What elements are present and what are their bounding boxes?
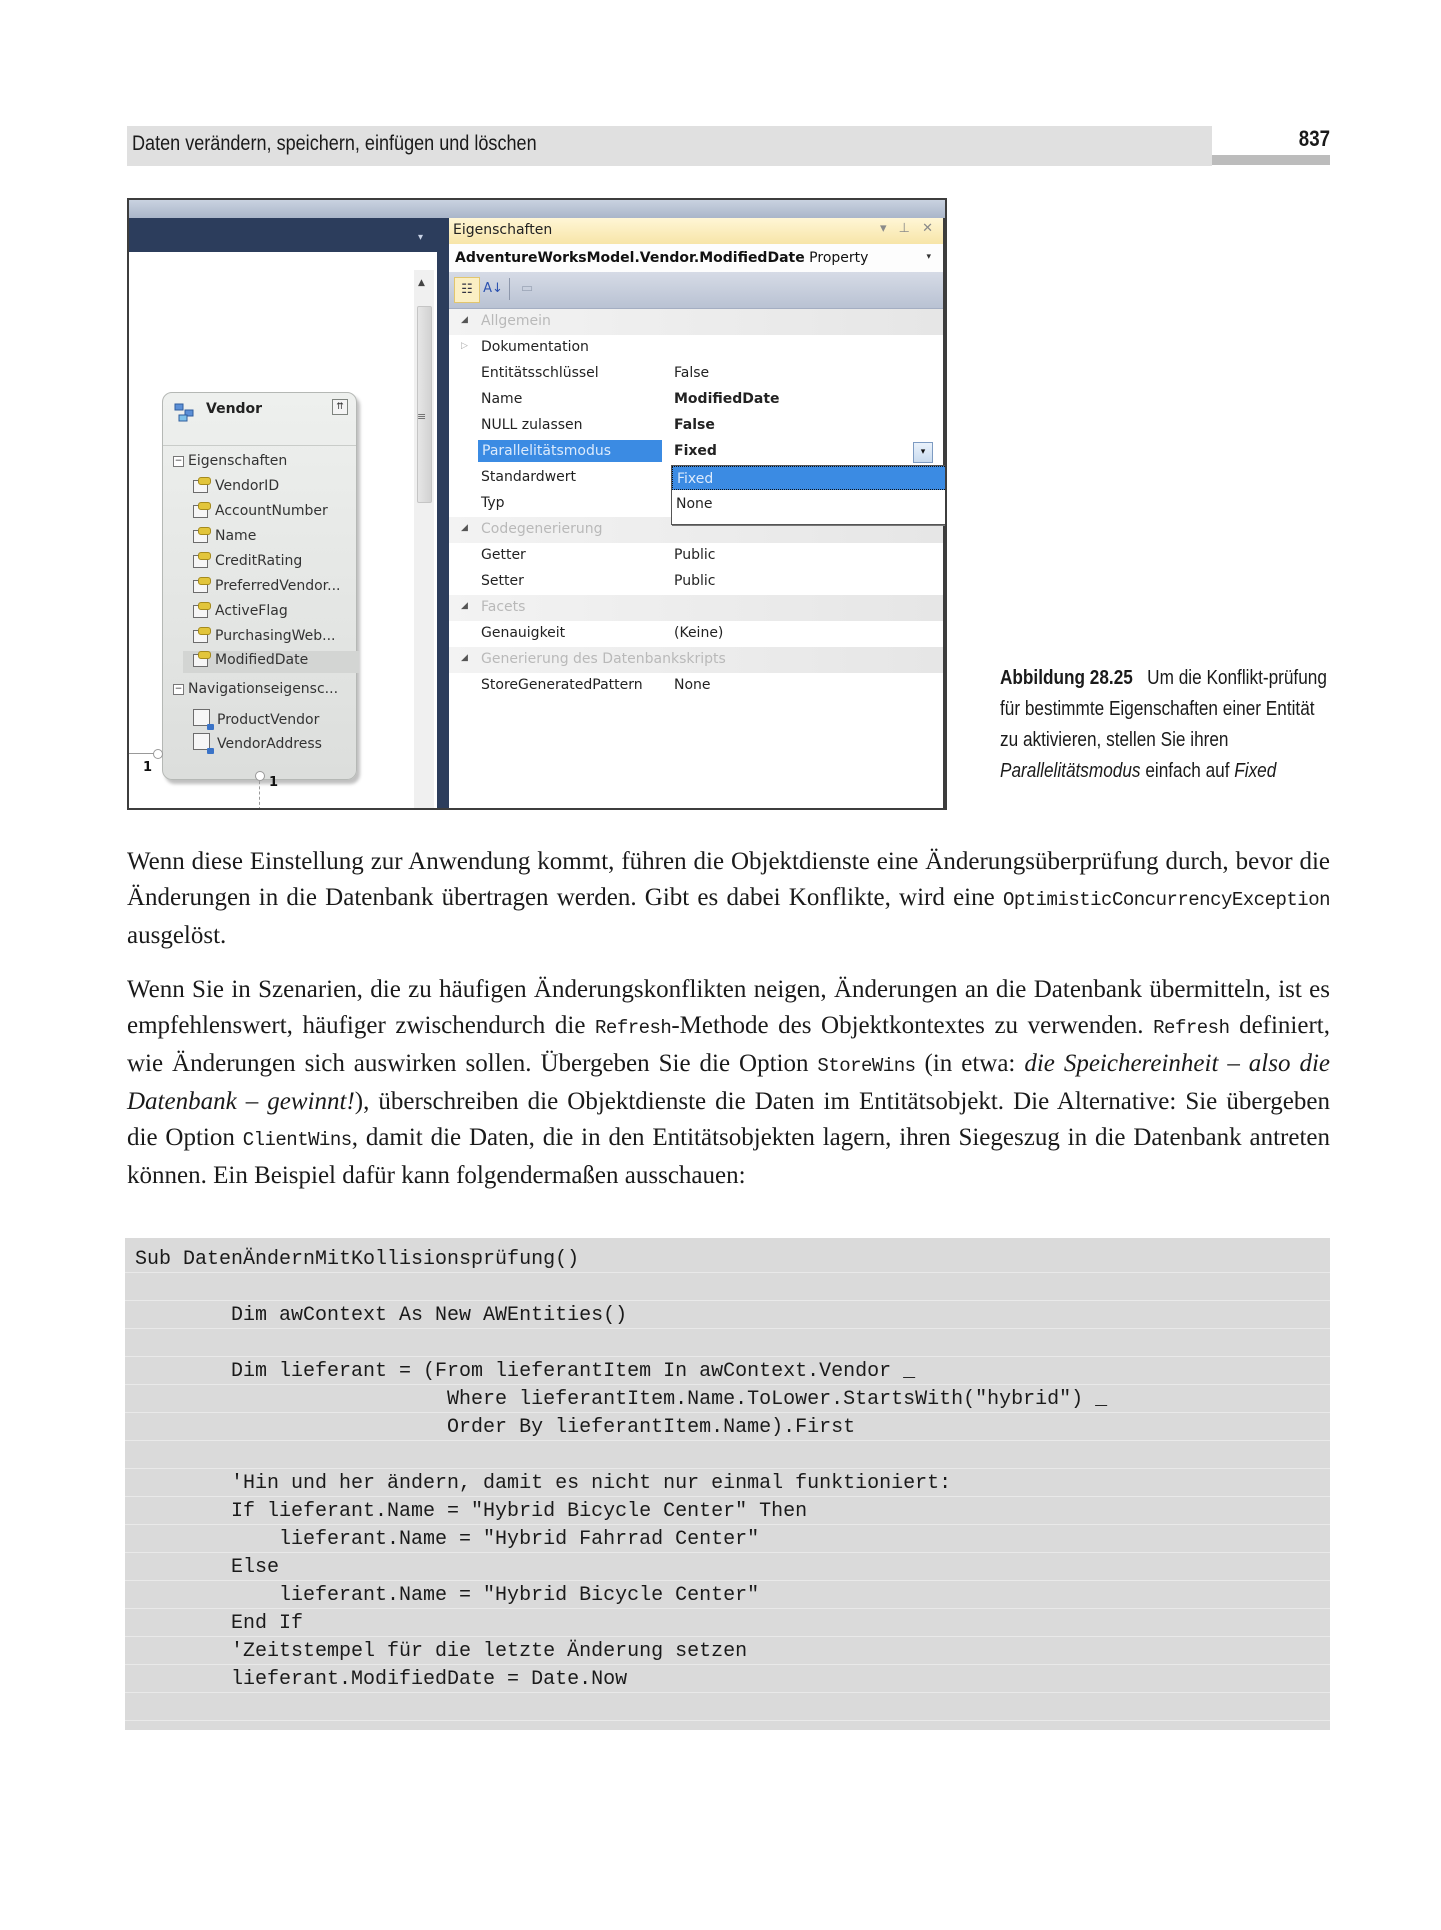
properties-title-bar (449, 218, 943, 245)
property-icon (193, 527, 210, 542)
code-line: Dim lieferant = (From lieferantItem In awContext.Vendor _ (125, 1358, 1330, 1385)
alphabetical-sort-button[interactable]: A↓ (483, 281, 503, 296)
category-row-codegenerierung[interactable]: ◢ Codegenerierung (449, 517, 943, 543)
dropdown-option-none[interactable]: None (676, 496, 713, 512)
figure-caption: Abbildung 28.25 Um die Konflikt-prüfung für bestimmte Eigenschaften einer Entität zu aktivieren, stellen Sie ihren Parallelitätsmodus einfach auf Fixed (1000, 667, 1327, 782)
code-line: Where lieferantItem.Name.ToLower.StartsWith("hybrid") _ (125, 1386, 1330, 1413)
inline-code: Refresh (595, 1017, 672, 1039)
property-row[interactable]: StoreGeneratedPattern None (481, 677, 711, 693)
code-line (125, 1330, 1330, 1357)
collapse-toggle-icon[interactable]: − (174, 456, 183, 466)
entity-property-item[interactable]: AccountNumber (193, 502, 328, 524)
entity-property-item[interactable]: PurchasingWeb... (193, 627, 335, 649)
section-navigation-properties[interactable] (173, 681, 338, 697)
cardinality-label: 1 (269, 775, 279, 790)
key-property-icon (193, 477, 210, 492)
property-row[interactable]: Entitätsschlüssel False (481, 365, 710, 381)
expand-icon[interactable]: ◢ (461, 523, 468, 533)
dropdown-arrow-icon[interactable]: ▾ (913, 442, 933, 463)
body-paragraph: Wenn Sie in Szenarien, die zu häufigen Änderungskonflikten neigen, Änderungen an die Datenbank übermitteln, ist es empfehlenswert, häufiger zwischendurch die Refresh-Methode des Objektkontextes zu verwenden. Refresh definiert, wie Änderungen sich auswirken sollen. Übergeben Sie die Option StoreWins (in etwa: die Speichereinheit – also die Datenbank – gewinnt!), überschreiben die Objektdienste die Daten im Entitätsobjekt. Die Alternative: Sie übergeben die Option ClientWins, damit die Daten, die in den Entitätsobjekten lagern, ihren Siegeszug in die Datenbank antreten können. Ein Beispiel dafür kann folgendermaßen ausschauen: (127, 976, 1330, 1189)
property-row-selected[interactable]: Parallelitätsmodus Fixed ▾ (449, 439, 943, 465)
navigation-property-icon (193, 733, 210, 750)
scroll-grip-icon: ≡ (417, 410, 427, 423)
property-row[interactable]: ▷ Dokumentation (461, 339, 589, 355)
properties-window (449, 218, 945, 808)
running-header (127, 126, 1212, 166)
property-row[interactable]: Name ModifiedDate (481, 391, 780, 407)
entity-icon (173, 401, 195, 423)
association-line (259, 776, 260, 810)
entity-vendor[interactable] (162, 392, 357, 780)
chapter-title: Daten verändern, speichern, einfügen und löschen (132, 132, 537, 155)
caption-label: Abbildung 28.25 (1000, 667, 1133, 689)
navigation-property-item[interactable]: VendorAddress (193, 733, 322, 755)
code-line: lieferant.ModifiedDate = Date.Now (125, 1666, 1330, 1693)
code-line: If lieferant.Name = "Hybrid Bicycle Center" Then (125, 1498, 1330, 1525)
property-row[interactable]: Standardwert (481, 469, 576, 485)
code-line (125, 1694, 1330, 1721)
entity-property-item-selected[interactable]: ModifiedDate (183, 651, 359, 673)
property-row[interactable]: NULL zulassen False (481, 417, 715, 433)
categorized-button[interactable]: ☷ (454, 277, 480, 303)
object-selector[interactable] (449, 244, 943, 273)
code-listing (125, 1238, 1330, 1730)
expand-icon[interactable]: ◢ (461, 653, 468, 663)
expand-icon[interactable]: ◢ (461, 601, 468, 611)
code-line: lieferant.Name = "Hybrid Bicycle Center" (125, 1582, 1330, 1609)
category-row-facets[interactable]: ◢ Facets (449, 595, 943, 621)
code-line: lieferant.Name = "Hybrid Fahrrad Center" (125, 1526, 1330, 1553)
category-row-database-script[interactable]: ◢ Generierung des Datenbankskripts (449, 647, 943, 673)
section-label: Navigationseigensc... (188, 681, 339, 697)
vertical-scrollbar[interactable] (414, 270, 434, 808)
cardinality-label: 1 (143, 760, 153, 775)
code-line: Else (125, 1554, 1330, 1581)
entity-property-item[interactable]: Name (193, 527, 256, 549)
property-row[interactable]: Setter Public (481, 573, 716, 589)
collapse-toggle-icon[interactable]: − (174, 684, 183, 694)
property-row[interactable]: Genauigkeit (Keine) (481, 625, 724, 641)
section-label: Eigenschaften (188, 453, 288, 469)
collapse-icon[interactable]: ⇈ (332, 399, 348, 415)
page-number-bar (1212, 155, 1330, 165)
category-row-allgemein[interactable]: ◢ Allgemein (449, 309, 943, 335)
section-properties[interactable] (173, 453, 287, 469)
property-icon (193, 651, 210, 666)
chevron-down-icon[interactable]: ▾ (417, 232, 423, 243)
entity-header[interactable] (163, 393, 356, 446)
property-value-combobox[interactable]: Fixed (674, 443, 717, 459)
window-controls-icon[interactable]: ▾ ⊥ ✕ (879, 221, 937, 236)
concurrency-mode-dropdown[interactable] (671, 465, 947, 525)
properties-title: Eigenschaften (453, 222, 553, 238)
scroll-up-icon[interactable]: ▲ (418, 278, 425, 288)
properties-toolbar (449, 272, 943, 309)
code-line: 'Zeitstempel für die letzte Änderung setzen (125, 1638, 1330, 1665)
association-end (255, 771, 265, 781)
inline-code: StoreWins (817, 1055, 916, 1077)
entity-property-item[interactable]: ActiveFlag (193, 602, 288, 624)
expand-icon[interactable]: ▷ (461, 341, 468, 351)
body-paragraph: Wenn diese Einstellung zur Anwendung kommt, führen die Objektdienste eine Änderungsüberprüfung durch, bevor die Änderungen in die Datenbank übertragen werden. Gibt es dabei Konflikte, wird eine OptimisticConcurrencyException ausgelöst. (127, 848, 1330, 949)
code-line (125, 1442, 1330, 1469)
code-line: Sub DatenÄndernMitKollisionsprüfung() (125, 1246, 1330, 1273)
property-icon (193, 502, 210, 517)
toolbar-separator (509, 278, 510, 300)
chevron-down-icon[interactable]: ▾ (926, 252, 931, 262)
page-number: 837 (1298, 126, 1330, 151)
code-line: 'Hin und her ändern, damit es nicht nur einmal funktioniert: (125, 1470, 1330, 1497)
entity-title: Vendor (206, 401, 263, 417)
object-type: Property (809, 250, 869, 266)
navigation-property-item[interactable]: ProductVendor (193, 709, 319, 731)
scroll-thumb[interactable] (417, 306, 432, 503)
code-line (125, 1274, 1330, 1301)
association-end (153, 749, 163, 759)
figure-screenshot (127, 198, 947, 810)
designer-tab-bar (129, 218, 437, 252)
property-icon (193, 602, 210, 617)
expand-icon[interactable]: ◢ (461, 315, 468, 325)
code-line: End If (125, 1610, 1330, 1637)
pane-splitter[interactable] (437, 218, 449, 808)
inline-code: OptimisticConcurrencyException (1002, 889, 1330, 911)
inline-code: ClientWins (242, 1129, 352, 1151)
window-top-strip (129, 200, 945, 218)
navigation-property-icon (193, 709, 210, 726)
property-icon (193, 577, 210, 592)
property-row[interactable]: Getter Public (481, 547, 716, 563)
property-pages-button[interactable]: ▭ (520, 281, 534, 296)
property-row[interactable]: Typ (481, 495, 505, 511)
entity-property-item[interactable]: VendorID (193, 477, 279, 499)
object-name: AdventureWorksModel.Vendor.ModifiedDate (455, 250, 805, 266)
dropdown-option-fixed[interactable]: Fixed (672, 466, 947, 490)
entity-property-item[interactable]: PreferredVendor... (193, 577, 341, 599)
entity-designer-canvas[interactable] (129, 218, 437, 808)
property-icon (193, 552, 210, 567)
code-line: Dim awContext As New AWEntities() (125, 1302, 1330, 1329)
code-line: Order By lieferantItem.Name).First (125, 1414, 1330, 1441)
property-icon (193, 627, 210, 642)
inline-code: Refresh (1153, 1017, 1230, 1039)
entity-property-item[interactable]: CreditRating (193, 552, 302, 574)
